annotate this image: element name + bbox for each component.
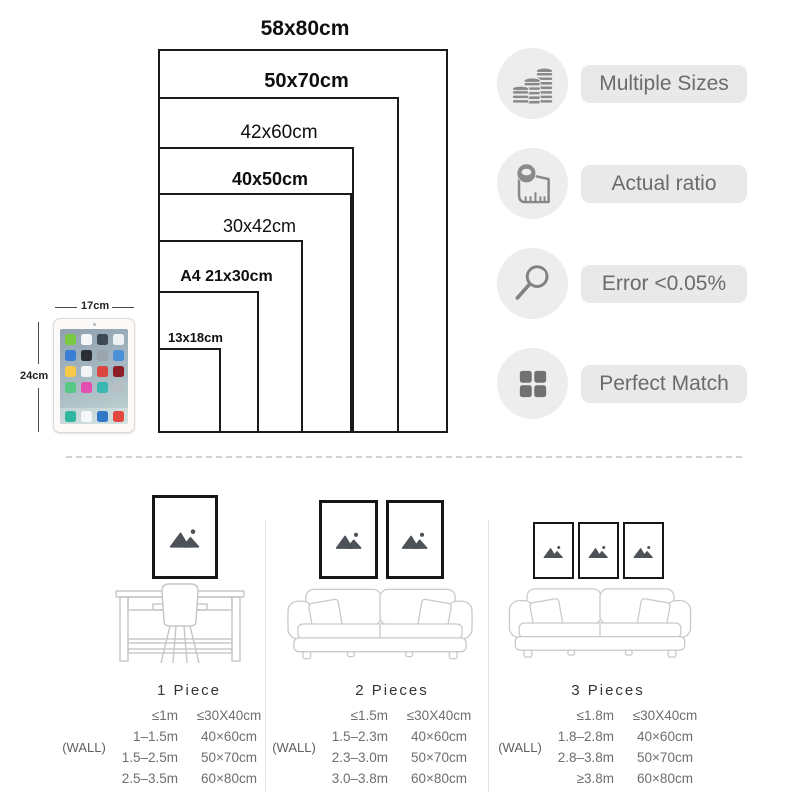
poster-size: 60×80cm: [201, 771, 257, 786]
grid-icon: [510, 361, 556, 407]
poster-frame: [319, 500, 378, 579]
wall-range: 1–1.5m: [132, 729, 178, 744]
table-row: [112, 768, 271, 789]
poster-size: 50×70cm: [201, 750, 257, 765]
dashed-divider: [66, 456, 742, 458]
poster-size: ≤30X40cm: [196, 708, 262, 723]
app-icon: [113, 366, 124, 377]
poster-frame: [533, 522, 574, 579]
wall-range: 2.5–3.5m: [121, 771, 178, 786]
poster-frame: [152, 495, 218, 579]
app-icon: [81, 366, 92, 377]
badge-circle-error: [497, 248, 568, 319]
poster-size: 60×80cm: [411, 771, 467, 786]
poster-size: 40×60cm: [411, 729, 467, 744]
sofa-illustration: [503, 586, 697, 660]
size-rect-13x18: [158, 348, 221, 433]
wall-range: ≤1.8m: [576, 708, 614, 723]
scene-label-3-pieces: 3 Pieces: [571, 682, 645, 699]
app-icon: [97, 334, 108, 345]
badge-error: Error <0.05%: [581, 265, 747, 303]
poster-size: 40×60cm: [201, 729, 257, 744]
wall-size-table-1: [56, 705, 271, 789]
ipad-height-label: 24cm: [20, 370, 49, 382]
magnifier-icon: [510, 261, 556, 307]
size-label-40x50: 40x50cm: [231, 169, 309, 189]
wall-range: 2.8–3.8m: [557, 750, 614, 765]
wall-size-table-3: [492, 705, 707, 789]
poster-size: 50×70cm: [637, 750, 693, 765]
width-ruler-line-right: [112, 307, 134, 308]
app-icon: [97, 350, 108, 361]
scene-label-2-pieces: 2 Pieces: [355, 682, 429, 699]
wall-range: ≤1.5m: [350, 708, 388, 723]
badge-circle-perfect-match: [497, 348, 568, 419]
app-icon: [113, 350, 124, 361]
table-row: [548, 705, 707, 726]
badge-circle-multiple-sizes: [497, 48, 568, 119]
wall-size-table-2: [266, 705, 481, 789]
tape-measure-icon: [510, 161, 556, 207]
app-icon: [65, 334, 76, 345]
sofa-illustration: [286, 585, 474, 663]
wall-label: (WALL): [62, 739, 106, 755]
app-icon: [81, 350, 92, 361]
wall-label: (WALL): [498, 739, 542, 755]
poster-size: ≤30X40cm: [406, 708, 472, 723]
app-icon: [113, 334, 124, 345]
table-row: [112, 747, 271, 768]
vertical-divider-2: [488, 520, 489, 792]
coins-icon: [510, 61, 556, 107]
wall-range: 1.8–2.8m: [557, 729, 614, 744]
app-icon: [97, 411, 108, 422]
table-row: [548, 747, 707, 768]
table-row: [112, 726, 271, 747]
table-row: [112, 705, 271, 726]
height-ruler-line-bottom: [38, 388, 39, 432]
ipad-screen: [60, 329, 128, 424]
image-placeholder-icon: [401, 529, 429, 550]
poster-frame: [578, 522, 619, 579]
table-row: [548, 726, 707, 747]
table-row: [322, 768, 481, 789]
ipad-dock: [60, 408, 128, 424]
scene-label-1-piece: 1 Piece: [156, 682, 222, 699]
table-rows: [322, 705, 481, 789]
app-icon: [65, 382, 76, 393]
badge-actual-ratio: Actual ratio: [581, 165, 747, 203]
app-icon: [65, 366, 76, 377]
table-row: [322, 747, 481, 768]
app-icon: [81, 334, 92, 345]
poster-size: 60×80cm: [637, 771, 693, 786]
size-label-a4: A4 21x30cm: [180, 268, 273, 285]
wall-range: 1.5–2.5m: [121, 750, 178, 765]
size-label-42x60: 42x60cm: [240, 122, 318, 143]
ipad-app-grid: [60, 329, 128, 398]
app-icon: [97, 382, 108, 393]
wall-range: ≤1m: [151, 708, 178, 723]
table-row: [548, 768, 707, 789]
size-label-30x42: 30x42cm: [222, 216, 297, 236]
wall-range: 3.0–3.8m: [331, 771, 388, 786]
badge-perfect-match: Perfect Match: [581, 365, 747, 403]
width-ruler-line-left: [55, 307, 77, 308]
app-icon: [65, 411, 76, 422]
table-rows: [112, 705, 271, 789]
poster-frame: [623, 522, 664, 579]
badge-circle-actual-ratio: [497, 148, 568, 219]
table-rows: [548, 705, 707, 789]
height-ruler-line-top: [38, 322, 39, 364]
size-label-58x80: 58x80cm: [260, 17, 350, 40]
app-icon: [81, 411, 92, 422]
ipad-width-label: 17cm: [81, 300, 110, 312]
desk-chair-illustration: [115, 583, 245, 665]
poster-frame: [386, 500, 444, 579]
image-placeholder-icon: [633, 543, 654, 559]
badge-multiple-sizes: Multiple Sizes: [581, 65, 747, 103]
image-placeholder-icon: [588, 543, 609, 559]
app-icon: [113, 382, 124, 393]
app-icon: [97, 366, 108, 377]
app-icon: [81, 382, 92, 393]
app-icon: [65, 350, 76, 361]
app-icon: [113, 411, 124, 422]
wall-range: 1.5–2.3m: [331, 729, 388, 744]
table-row: [322, 705, 481, 726]
image-placeholder-icon: [335, 529, 363, 550]
wall-label: (WALL): [272, 739, 316, 755]
image-placeholder-icon: [543, 543, 564, 559]
wall-range: 2.3–3.0m: [331, 750, 388, 765]
image-placeholder-icon: [169, 525, 201, 549]
ipad-camera-dot: [93, 323, 96, 326]
poster-size: 40×60cm: [637, 729, 693, 744]
table-row: [322, 726, 481, 747]
poster-size: 50×70cm: [411, 750, 467, 765]
ipad-illustration: [53, 318, 135, 433]
wall-range: ≥3.8m: [576, 771, 614, 786]
size-label-50x70: 50x70cm: [264, 70, 349, 92]
poster-size: ≤30X40cm: [632, 708, 698, 723]
size-label-13x18: 13x18cm: [168, 330, 223, 345]
